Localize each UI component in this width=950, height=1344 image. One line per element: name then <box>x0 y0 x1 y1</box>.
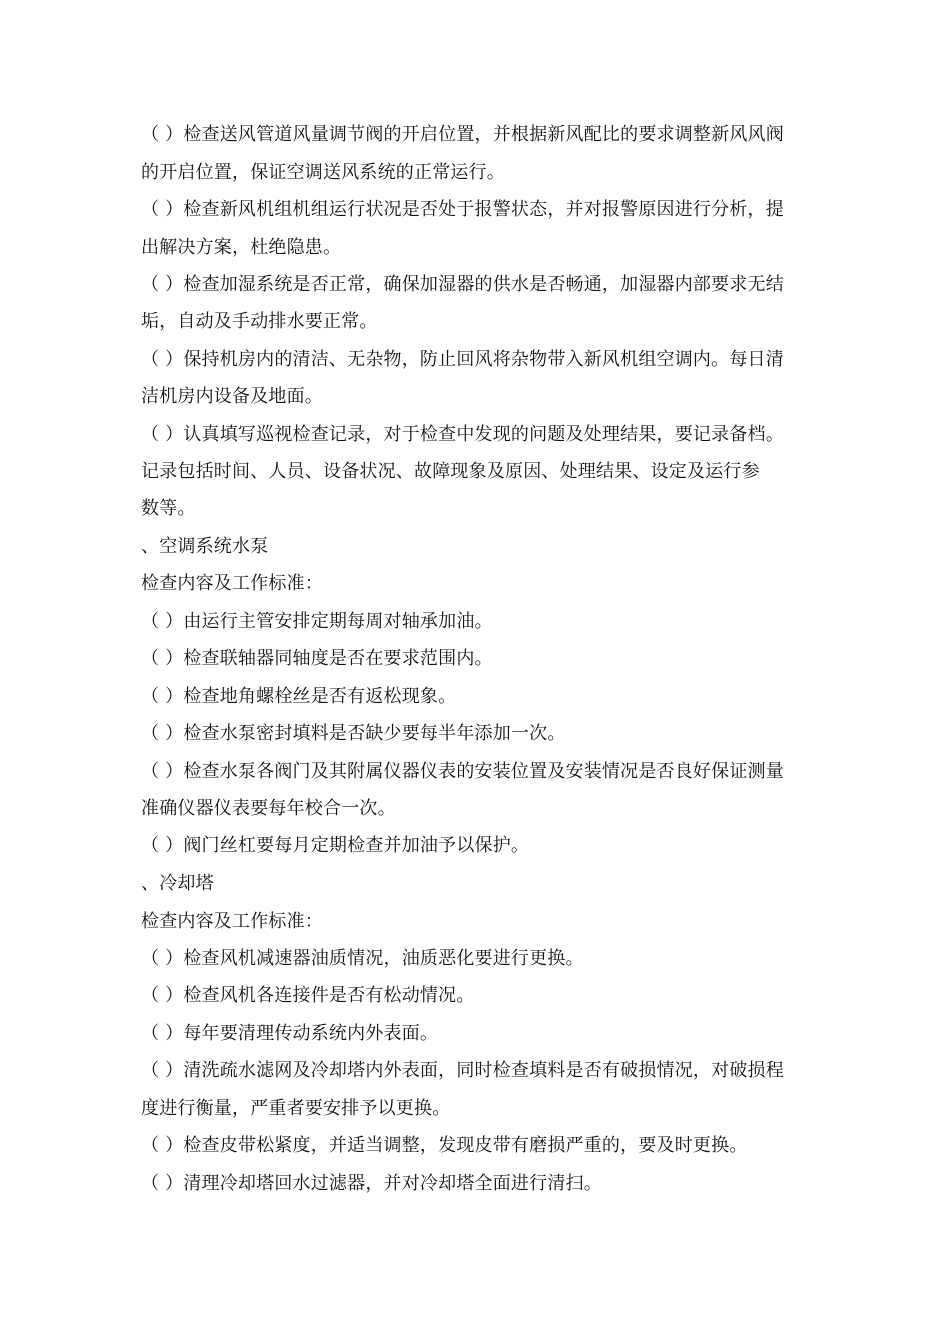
text-line: 洁机房内设备及地面。 <box>141 386 323 407</box>
text-line: （ ）检查地角螺栓丝是否有返松现象。 <box>141 686 457 707</box>
text-line: （ ）阀门丝杠要每月定期检查并加油予以保护。 <box>141 835 530 856</box>
text-line: （ ）清洗疏水滤网及冷却塔内外表面，同时检查填料是否有破损情况，对破损程 <box>141 1060 784 1081</box>
text-line: 出解决方案，杜绝隐患。 <box>141 237 342 258</box>
text-line: （ ）检查新风机组机组运行状况是否处于报警状态，并对报警原因进行分析，提 <box>141 199 784 220</box>
text-line: （ ）每年要清理传动系统内外表面。 <box>141 1023 439 1044</box>
section-heading: 、冷却塔 <box>141 873 214 894</box>
text-line: （ ）检查风机减速器油质情况，油质恶化要进行更换。 <box>141 948 584 969</box>
text-line: 数等。 <box>141 498 196 519</box>
text-line: 垢，自动及手动排水要正常。 <box>141 311 378 332</box>
text-line: （ ）清理冷却塔回水过滤器，并对冷却塔全面进行清扫。 <box>141 1173 602 1194</box>
text-line: 准确仪器仪表要每年校合一次。 <box>141 798 396 819</box>
text-line: 检查内容及工作标准： <box>141 911 323 932</box>
text-line: 检查内容及工作标准： <box>141 573 323 594</box>
text-line: （ ）保持机房内的清洁、无杂物，防止回风将杂物带入新风机组空调内。每日清 <box>141 349 784 370</box>
text-line: （ ）检查水泵各阀门及其附属仪器仪表的安装位置及安装情况是否良好保证测量 <box>141 761 784 782</box>
text-line: （ ）检查加湿系统是否正常，确保加湿器的供水是否畅通，加湿器内部要求无结 <box>141 274 784 295</box>
text-line: （ ）检查皮带松紧度，并适当调整，发现皮带有磨损严重的，要及时更换。 <box>141 1135 748 1156</box>
text-line: （ ）检查联轴器同轴度是否在要求范围内。 <box>141 648 493 669</box>
text-line: （ ）检查水泵密封填料是否缺少要每半年添加一次。 <box>141 723 566 744</box>
text-line: 记录包括时间、人员、设备状况、故障现象及原因、处理结果、设定及运行参 <box>141 461 760 482</box>
text-line: （ ）由运行主管安排定期每周对轴承加油。 <box>141 611 493 632</box>
text-line: （ ）检查风机各连接件是否有松动情况。 <box>141 985 475 1006</box>
section-heading: 、空调系统水泵 <box>141 536 269 557</box>
text-line: 的开启位置，保证空调送风系统的正常运行。 <box>141 162 505 183</box>
text-line: （ ）检查送风管道风量调节阀的开启位置，并根据新风配比的要求调整新风风阀 <box>141 124 784 145</box>
text-line: （ ）认真填写巡视检查记录，对于检查中发现的问题及处理结果，要记录备档。 <box>141 424 784 445</box>
text-line: 度进行衡量，严重者要安排予以更换。 <box>141 1098 451 1119</box>
